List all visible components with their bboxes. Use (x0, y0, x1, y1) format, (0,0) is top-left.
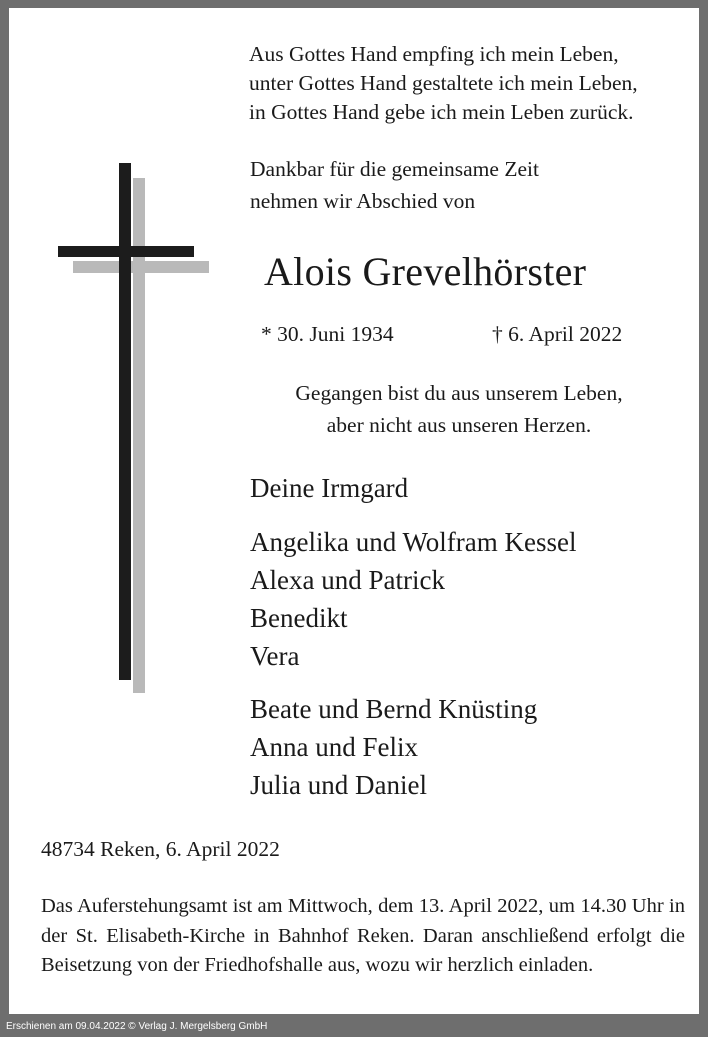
farewell-line-2: nehmen wir Abschied von (250, 189, 476, 213)
latin-cross-icon (57, 163, 209, 695)
mourner-group1-line: Vera (250, 641, 300, 671)
death-date: † 6. April 2022 (492, 322, 623, 346)
quote-line-1: Gegangen bist du aus unserem Leben, (295, 381, 623, 405)
cross-vertical-beam (119, 163, 131, 680)
mourner-spouse: Deine Irmgard (250, 473, 409, 503)
publication-footer: Erschienen am 09.04.2022 © Verlag J. Mergelsberg GmbH (6, 1021, 268, 1032)
mourner-group1-line: Angelika und Wolfram Kessel (250, 527, 577, 557)
verse-line-1: Aus Gottes Hand empfing ich mein Leben, (249, 42, 619, 66)
service-notice: Das Auferstehungsamt ist am Mittwoch, dem 13. April 2022, um 14.30 Uhr in der St. Elisabeth-Kirche in Bahnhof Reken. Daran anschließend erfolgt die Beisetzung von der Friedhofshalle aus, wozu wir herzlich einladen. (41, 895, 685, 976)
cross-horizontal-beam (58, 246, 194, 257)
verse-line-2: unter Gottes Hand gestaltete ich mein Leben, (249, 71, 638, 95)
mourner-group1-line: Alexa und Patrick (250, 565, 445, 595)
mourner-group2-line: Julia und Daniel (250, 770, 427, 800)
place-date: 48734 Reken, 6. April 2022 (41, 837, 280, 861)
mourner-group1-line: Benedikt (250, 603, 348, 633)
mourner-group2-line: Beate und Bernd Knüsting (250, 694, 538, 724)
birth-date: * 30. Juni 1934 (261, 322, 394, 346)
deceased-name: Alois Grevelhörster (264, 249, 587, 294)
obituary-card (9, 8, 699, 1014)
mourner-group2-line: Anna und Felix (250, 732, 418, 762)
farewell-line-1: Dankbar für die gemeinsame Zeit (250, 157, 539, 181)
verse-line-3: in Gottes Hand gebe ich mein Leben zurück. (249, 100, 634, 124)
quote-line-2: aber nicht aus unseren Herzen. (326, 413, 592, 437)
cross-shadow-horizontal (73, 261, 209, 273)
